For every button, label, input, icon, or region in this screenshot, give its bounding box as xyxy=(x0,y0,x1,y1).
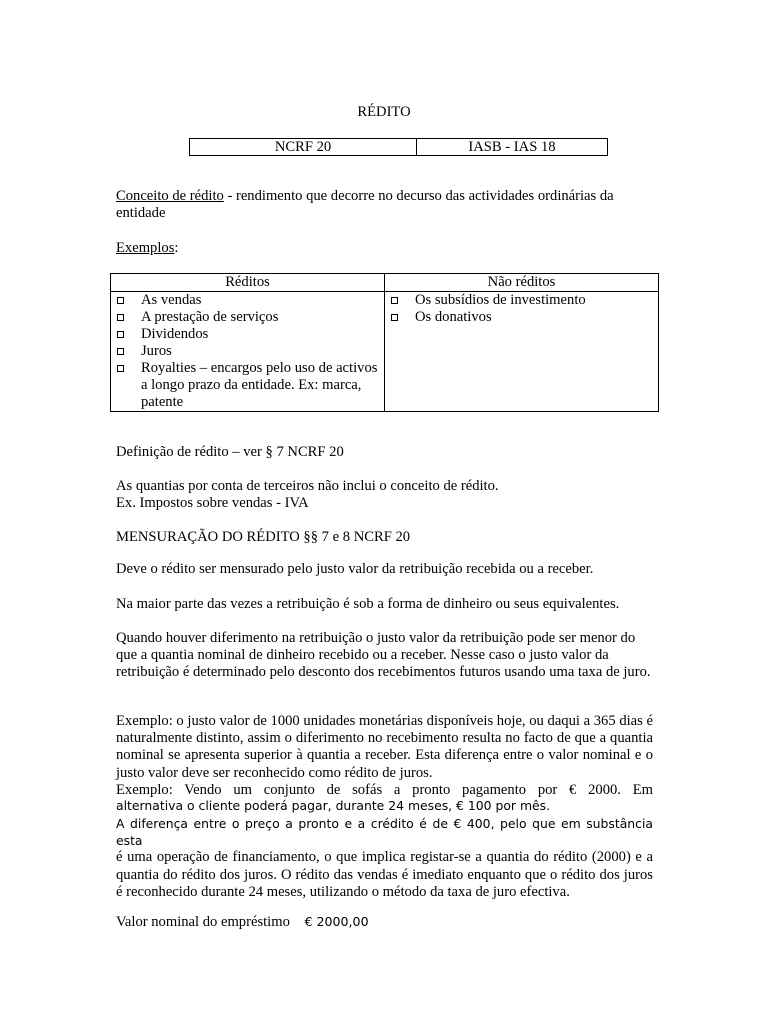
standards-table xyxy=(189,138,608,156)
paragraph-5 xyxy=(116,782,653,814)
list-item: Os donativos xyxy=(385,309,658,326)
concept-paragraph xyxy=(116,188,653,222)
square-bullet-icon xyxy=(117,297,124,304)
square-bullet-icon xyxy=(117,365,124,372)
square-bullet-icon xyxy=(117,314,124,321)
square-bullet-icon xyxy=(391,297,398,304)
paragraph-2: Na maior parte das vezes a retribuição é sob a forma de dinheiro ou seus equivalentes. xyxy=(116,596,620,612)
paragraph-1: Deve o rédito ser mensurado pelo justo valor da retribuição recebida ou a receber. xyxy=(116,561,594,577)
list-item: Dividendos xyxy=(111,326,384,343)
third-parties-example: Ex. Impostos sobre vendas - IVA xyxy=(116,495,309,511)
reditos-list xyxy=(111,292,384,411)
definition-line: Definição de rédito – ver § 7 NCRF 20 xyxy=(116,444,344,460)
paragraph-6 xyxy=(116,815,653,901)
examples-table xyxy=(110,273,659,412)
list-item: Royalties – encargos pelo uso de activos a longo prazo da entidade. Ex: marca, patente xyxy=(111,360,384,411)
loan-line xyxy=(116,914,369,931)
standard-ias-cell: IASB - IAS 18 xyxy=(417,139,608,156)
list-item: A prestação de serviços xyxy=(111,309,384,326)
paragraph-3: Quando houver diferimento na retribuição o justo valor da retribuição pode ser menor do que a quantia nominal de dinheiro recebido ou a receber. Nesse caso o justo valor da retribuição é determinado pelo desconto dos recebimentos futuros usando uma taxa de juro. xyxy=(116,630,651,681)
third-parties-line: As quantias por conta de terceiros não inclui o conceito de rédito. xyxy=(116,478,499,494)
col-header-nao-reditos: Não réditos xyxy=(385,274,659,292)
square-bullet-icon xyxy=(117,331,124,338)
square-bullet-icon xyxy=(117,348,124,355)
example-sofas-line: Exemplo: Vendo um conjunto de sofás a pronto pagamento por € 2000. Em xyxy=(116,782,653,798)
financing-text: é uma operação de financiamento, o que implica registar-se a quantia do rédito (2000) e a quantia do rédito dos juros. O rédito das vendas é imediato enquanto que o rédito dos juros é reconhecido durante 24 meses, utilizando o método da taxa de juro efectiva. xyxy=(116,849,653,900)
paragraph-4: Exemplo: o justo valor de 1000 unidades monetárias disponíveis hoje, ou daqui a 365 dias é naturalmente distinto, assim o diferimento no recebimento resulta no facto de que a quantia nominal se apresenta superior à quantia a receber. Esta diferença entre o valor nominal e o justo valor deve ser reconhecido como rédito de juros. xyxy=(116,713,653,781)
page-title: RÉDITO xyxy=(357,104,411,120)
reditos-cell xyxy=(111,292,385,412)
concept-text: - rendimento que decorre no decurso das actividades ordinárias da entidade xyxy=(116,188,614,222)
list-item: Juros xyxy=(111,343,384,360)
difference-line: A diferença entre o preço a pronto e a crédito é de € 400, pelo que em substância esta xyxy=(116,816,653,849)
measurement-heading: MENSURAÇÃO DO RÉDITO §§ 7 e 8 NCRF 20 xyxy=(116,529,411,545)
examples-heading: Exemplos: xyxy=(116,240,179,256)
examples-label: Exemplos xyxy=(116,240,175,256)
loan-value: € 2000,00 xyxy=(304,914,369,929)
col-header-reditos: Réditos xyxy=(111,274,385,292)
nao-reditos-list xyxy=(385,292,658,326)
nao-reditos-cell xyxy=(385,292,659,412)
example-alternative-line: alternativa o cliente poderá pagar, durante 24 meses, € 100 por mês. xyxy=(116,798,551,813)
list-item: As vendas xyxy=(111,292,384,309)
square-bullet-icon xyxy=(391,314,398,321)
standard-ncrf-cell: NCRF 20 xyxy=(190,139,417,156)
concept-term: Conceito de rédito xyxy=(116,188,224,204)
list-item: Os subsídios de investimento xyxy=(385,292,658,309)
loan-label: Valor nominal do empréstimo xyxy=(116,914,290,930)
